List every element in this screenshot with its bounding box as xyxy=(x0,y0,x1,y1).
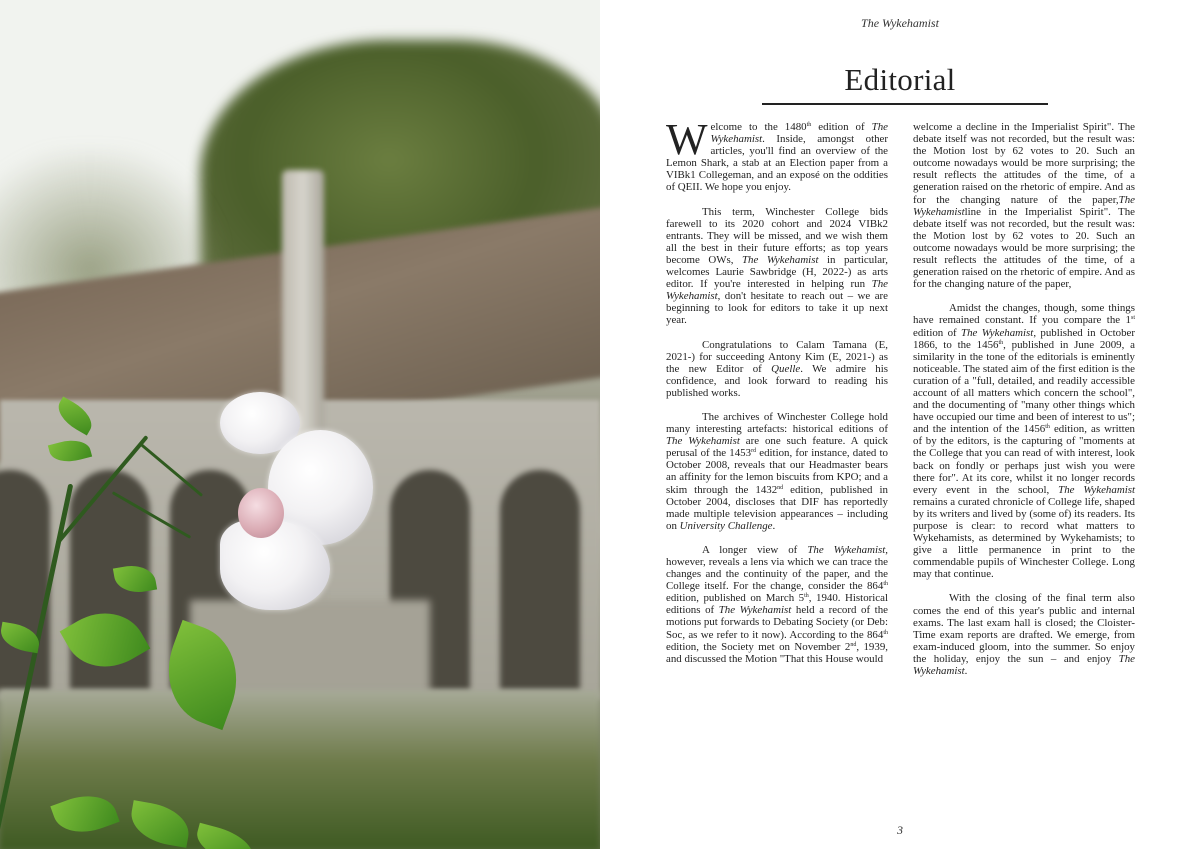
photo-arch xyxy=(500,470,580,690)
text-run: This term, Winchester College bids farewell to its 2020 cohort and 2024 VIBk2 entrants. They will be missed, and we wish them all the best in their future efforts; as top years become OWs, xyxy=(666,205,888,266)
text-run: edition, published on March 5 xyxy=(666,592,805,605)
text-run: The archives of Winchester College hold many interesting artefacts: historical editions of xyxy=(666,410,888,436)
text-column-left xyxy=(666,115,889,665)
ordinal-suffix: th xyxy=(998,339,1004,346)
publication-title: The Wykehamist xyxy=(1058,483,1135,496)
text-run: elcome to the 1480 xyxy=(710,121,807,133)
ordinal-suffix: th xyxy=(883,629,888,636)
publication-title: The Wykehamist xyxy=(710,121,888,146)
text-run: . xyxy=(772,519,776,532)
paragraph-5-continued xyxy=(913,121,1135,290)
text-run: , published in October 1866, to the 1456 xyxy=(913,326,1135,351)
text-run: Amidst the changes, though, some things have remained constant. If you compare the 1 xyxy=(913,302,1135,327)
page-title: Editorial xyxy=(844,62,956,97)
text-run: , 1939, and discussed the Motion "That this House would xyxy=(666,640,888,665)
paragraph-3 xyxy=(666,339,888,399)
publication-title: Quelle xyxy=(771,362,801,375)
publication-title: The Wykehamist xyxy=(666,435,740,448)
text-run: are one such feature. A quick perusal of the 1453 xyxy=(666,435,889,460)
rose-bud xyxy=(238,488,284,538)
publication-title: The Wykehamist xyxy=(666,278,888,303)
text-run: With the closing of the final term also comes the end of this year's public and internal exams. The last exam hall is closed; the Cloister-Time exam reports are drafted. We emerge, from exam-induced gloom, into the summer. So enjoy the holiday, enjoy the sun – and enjoy xyxy=(913,592,1135,665)
publication-title: The Wykehamist xyxy=(718,604,792,617)
publication-title: The Wykehamist xyxy=(913,193,1135,218)
text-run: Congratulations to Calam Tamana (E, 2021-) for succeeding Antony Kim (E, 2021-) as the new Editor of xyxy=(666,338,888,375)
publication-title: The Wykehamist xyxy=(961,326,1034,339)
running-head: The Wykehamist xyxy=(861,16,939,30)
ordinal-suffix: th xyxy=(804,593,809,600)
drop-cap: W xyxy=(666,115,708,164)
text-run: remains a curated chronicle of College life, shaped by its writers and lived by (some of) its readers. Its purpose is clear: to record what matters to Wykehamists, as determined by Wykehamists; to give a little permanence in print to the commendable pupils of Winchester College. Long may that continue. xyxy=(913,495,1135,581)
text-run: edition, as written of by the editors, is the capturing of "moments at the College that you can read of with interest, look back on fondly or perhaps just wish you were there for". At its core, whilst it no longer records every event in the school, xyxy=(913,423,1135,496)
publication-title: The Wykehamist xyxy=(913,652,1135,678)
editorial-page xyxy=(600,0,1200,849)
ordinal-suffix: st xyxy=(1130,315,1135,322)
text-run: line in the Imperialist Spirit". The debate itself was not recorded, but the result was: the Motion lost by 62 votes to 20. Such an outcome nowadays would be more surprising; the result reflects the attitudes of the time, of a generation raised on the rhetoric of empire. And as for the changing nature of the paper, xyxy=(913,205,1135,291)
paragraph-4 xyxy=(666,411,888,532)
text-run: held a record of the motions put forwards to Debating Society (or Deb: Soc, as we refer to it now). According to the 864 xyxy=(666,604,888,641)
text-run: in particular, welcomes Laurie Sawbridge (H, 2022-) as arts editor. If you're interested in helping run xyxy=(666,253,888,291)
text-run: edition of xyxy=(913,326,962,339)
ordinal-suffix: th xyxy=(883,581,888,588)
paragraph-7 xyxy=(913,592,1135,677)
publication-title: The Wykehamist xyxy=(742,253,819,266)
paragraph-5 xyxy=(666,544,888,665)
publication-title: University Challenge xyxy=(679,519,773,532)
text-run: . Inside, amongst other articles, you'll find an overview of the Lemon Shark, a stab at an Election paper from a VIBk1 Collegeman, and an exposé on the oddities of QEII. We hope you enjoy. xyxy=(666,133,888,194)
publication-title: The Wykehamist xyxy=(807,543,886,556)
text-run: A longer view of xyxy=(702,543,808,556)
text-run: edition of xyxy=(811,121,872,133)
text-run: , published in June 2009, a similarity in the tone of the editorials is eminently noticeable. The stated aim of the first edition is the curation of a "full, detailed, and readily accessible account of all matters which concern the school", and the documenting of "many other things which have occupied our time and been of interest to us"; and the intention of the 1456 xyxy=(913,338,1135,436)
ordinal-suffix: nd xyxy=(777,484,784,491)
title-underline xyxy=(762,103,1048,105)
text-run: , 1940. Historical editions of xyxy=(666,592,888,617)
ordinal-suffix: nd xyxy=(850,641,857,648)
text-run: edition, the Society met on November 2 xyxy=(666,640,851,653)
text-run: welcome a decline in the Imperialist Spirit". The debate itself was not recorded, but the result was: the Motion lost by 62 votes to 20. Such an outcome nowadays would be more surprising; the result reflects the attitudes of the time, of a generation raised on the rhetoric of empire. And as for the changing nature of the paper, xyxy=(913,121,1135,206)
text-run: edition, published in October 2004, discloses that DIF has reportedly made multiple television appearances – including on xyxy=(666,483,888,532)
page-number: 3 xyxy=(897,823,903,837)
text-run: . We admire his confidence, and look forward to reading his published works. xyxy=(666,362,888,399)
text-run: edition, for instance, dated to October 2008, reveals that our Headmaster bears an affinity for the lemon biscuits from KPO; and a skim through the 1432 xyxy=(666,447,888,496)
paragraph-1 xyxy=(666,115,888,194)
ordinal-suffix: th xyxy=(806,122,812,128)
text-column-right xyxy=(913,121,1135,689)
photo-arch xyxy=(0,470,50,690)
paragraph-6 xyxy=(913,302,1135,580)
text-run: , however, reveals a lens via which we can trace the changes and the continuity of the paper, and the College itself. For the change, consider the 864 xyxy=(666,543,888,593)
ordinal-suffix: rd xyxy=(751,448,757,455)
paragraph-2 xyxy=(666,206,888,327)
text-run: , don't hesitate to reach out – we are beginning to look for editors to take it up next year. xyxy=(666,290,888,327)
text-run: . xyxy=(964,665,968,678)
ordinal-suffix: th xyxy=(1045,424,1050,431)
